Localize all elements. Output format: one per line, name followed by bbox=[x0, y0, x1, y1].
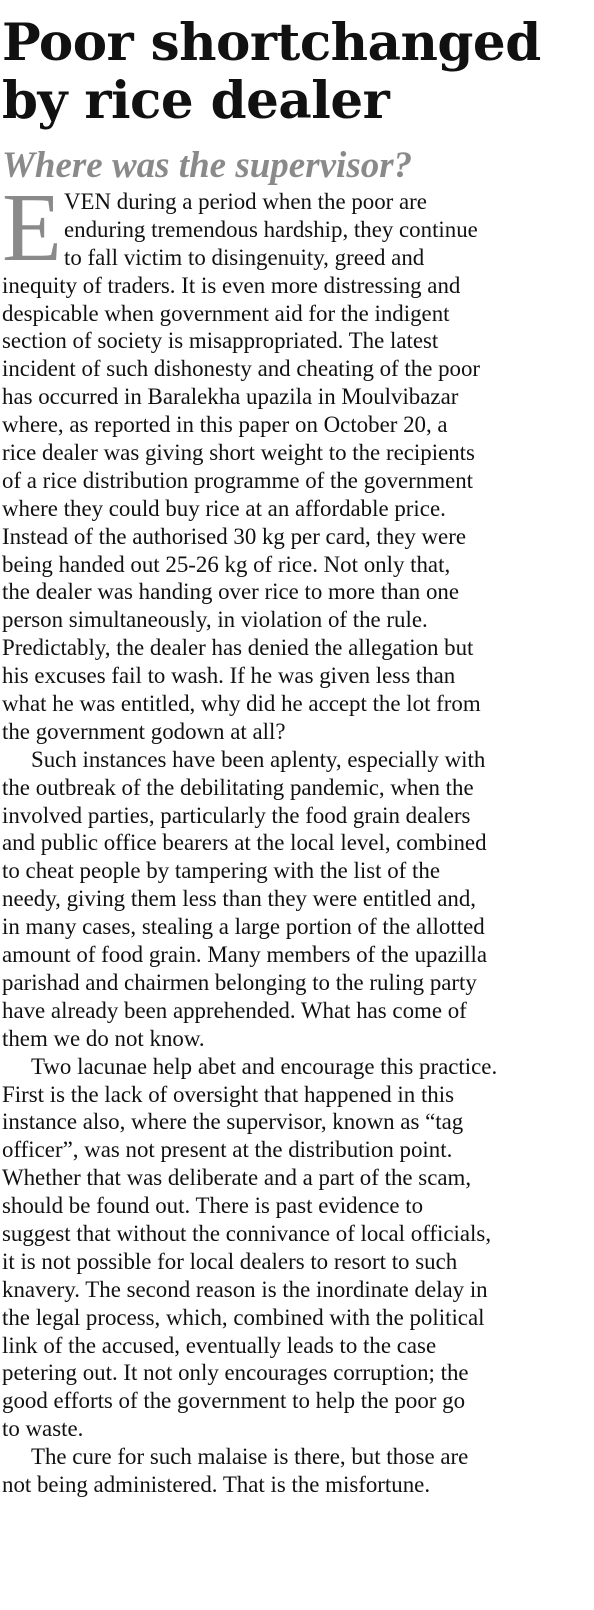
article-paragraph bbox=[2, 1053, 594, 1443]
article-line: needy, giving them less than they were entitled and, bbox=[2, 886, 476, 912]
article-line: link of the accused, eventually leads to the case bbox=[2, 1332, 437, 1358]
article-paragraph bbox=[2, 174, 594, 746]
article-line: in many cases, stealing a large portion of the allotted bbox=[2, 914, 485, 940]
article-line: them we do not know. bbox=[2, 1025, 205, 1051]
article-line: what he was entitled, why did he accept the lot from bbox=[2, 691, 481, 717]
article-line: involved parties, particularly the food grain dealers bbox=[2, 802, 471, 828]
subheadline: Where was the supervisor? bbox=[2, 145, 413, 186]
article-line: being handed out 25-26 kg of rice. Not only that, bbox=[2, 551, 451, 577]
article-line: of a rice distribution programme of the government bbox=[2, 467, 474, 493]
drop-cap: E bbox=[2, 174, 62, 282]
article-line: to cheat people by tampering with the list of the bbox=[2, 858, 440, 884]
article-line: and public office bearers at the local level, combined bbox=[2, 830, 487, 856]
article-line: the dealer was handing over rice to more than one bbox=[2, 579, 459, 605]
headline-line-1: Poor shortchanged bbox=[2, 13, 541, 73]
article-line: to fall victim to disingenuity, greed and bbox=[64, 244, 425, 270]
article-line: amount of food grain. Many members of the upazilla bbox=[2, 942, 488, 968]
article-line: officer”, was not present at the distribution point. bbox=[2, 1137, 453, 1163]
article-page bbox=[0, 14, 594, 1610]
article-line: knavery. The second reason is the inordinate delay in bbox=[2, 1276, 488, 1302]
article-line: Such instances have been aplenty, especially with bbox=[31, 746, 486, 772]
article-line: has occurred in Baralekha upazila in Moulvibazar bbox=[2, 384, 459, 410]
article-line: rice dealer was giving short weight to the recipients bbox=[2, 440, 475, 466]
article-line: inequity of traders. It is even more distressing and bbox=[2, 272, 461, 298]
article-line: not being administered. That is the misfortune. bbox=[2, 1471, 431, 1497]
article-line: person simultaneously, in violation of the rule. bbox=[2, 607, 428, 633]
article-line: where they could buy rice at an affordable price. bbox=[2, 495, 446, 521]
article-line: parishad and chairmen belonging to the ruling party bbox=[2, 969, 477, 995]
article-paragraph bbox=[2, 1443, 594, 1499]
article-line: First is the lack of oversight that happened in this bbox=[2, 1081, 455, 1107]
article-paragraph bbox=[2, 746, 594, 1053]
article-line: enduring tremendous hardship, they continue bbox=[64, 216, 478, 242]
article-line: instance also, where the supervisor, known as “tag bbox=[2, 1109, 464, 1135]
article-body bbox=[2, 174, 594, 1499]
article-line: should be found out. There is past evidence to bbox=[2, 1193, 424, 1219]
article-line: the government godown at all? bbox=[2, 718, 286, 744]
article-line: Whether that was deliberate and a part of the scam, bbox=[2, 1165, 472, 1191]
headline bbox=[2, 14, 594, 130]
article-line: section of society is misappropriated. The latest bbox=[2, 328, 439, 354]
article-line: good efforts of the government to help the poor go bbox=[2, 1388, 466, 1414]
article-line: The cure for such malaise is there, but those are bbox=[31, 1444, 469, 1470]
article-line: petering out. It not only encourages corruption; the bbox=[2, 1360, 469, 1386]
article-line: the legal process, which, combined with the political bbox=[2, 1304, 485, 1330]
article-line: despicable when government aid for the indigent bbox=[2, 300, 450, 326]
article-line: suggest that without the connivance of local officials, bbox=[2, 1220, 492, 1246]
article-line: where, as reported in this paper on October 20, a bbox=[2, 412, 448, 438]
article-line: have already been apprehended. What has come of bbox=[2, 997, 467, 1023]
article-line: it is not possible for local dealers to resort to such bbox=[2, 1248, 458, 1274]
article-line: VEN during a period when the poor are bbox=[64, 189, 427, 214]
article-line: the outbreak of the debilitating pandemic, when the bbox=[2, 774, 474, 800]
article-line: Instead of the authorised 30 kg per card, they were bbox=[2, 523, 466, 549]
article-line: Two lacunae help abet and encourage this practice. bbox=[31, 1053, 498, 1079]
article-line: incident of such dishonesty and cheating of the poor bbox=[2, 356, 481, 382]
article-line: his excuses fail to wash. If he was given less than bbox=[2, 663, 456, 689]
article-line: to waste. bbox=[2, 1416, 84, 1442]
headline-line-2: by rice dealer bbox=[2, 71, 390, 131]
article-line: Predictably, the dealer has denied the allegation but bbox=[2, 635, 474, 661]
